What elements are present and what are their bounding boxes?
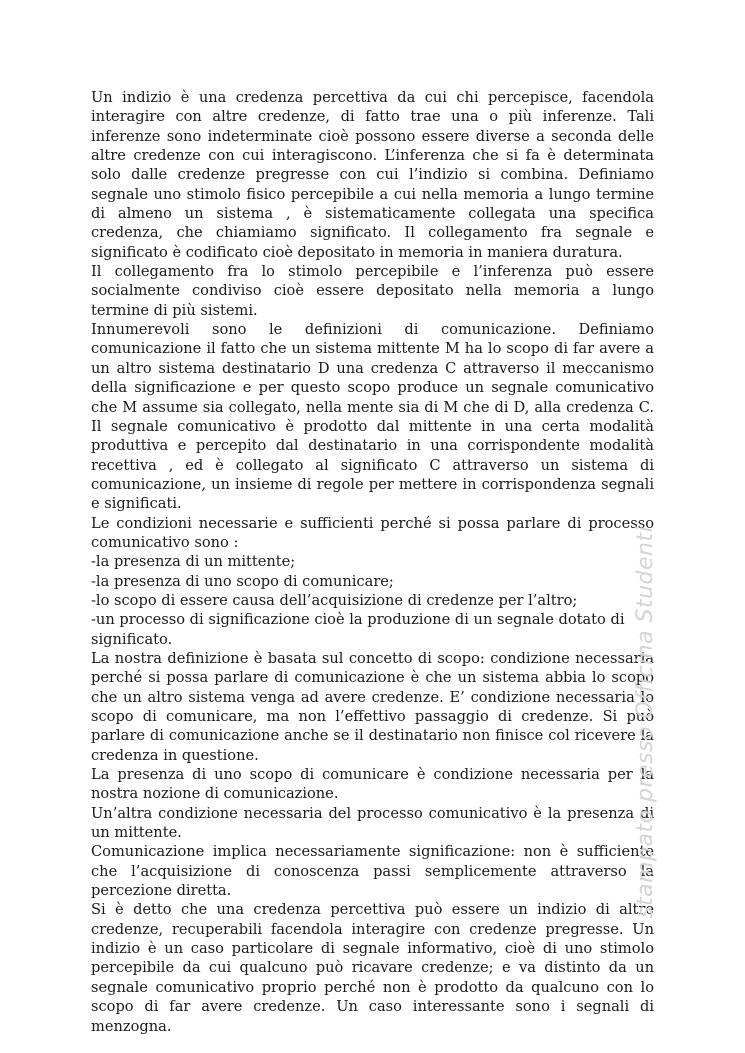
- paragraph-definizione-comunicazione: Innumerevoli sono le definizioni di comunicazione. Definiamo comunicazione il fatto che un sistema mittente M ha lo scopo di far avere a un altro sistema destinatario D una credenza C attraverso il meccanismo della significazione e per questo scopo produce un segnale comunicativo che M assume sia collegato, nella mente sia di M che di D, alla credenza C. Il segnale comunicativo è prodotto dal mittente in una certa modalità produttiva e percepito dal destinatario in una corrispondente modalità recettiva , ed è collegato al significato C attraverso un sistema di comunicazione, un insieme di regole per mettere in corrispondenza segnali e significati.: [91, 321, 654, 513]
- paragraph-indizio-segnale: Si è detto che una credenza percettiva può essere un indizio di altre credenze, recuperabili facendola interagire con credenze pregresse. Un indizio è un caso particolare di segnale informativo, cioè di uno stimolo percepibile da cui qualcuno può ricavare credenze; e va distinto da un segnale comunicativo proprio perché non è prodotto da qualcuno con lo scopo di far avere credenze. Un caso interessante sono i segnali di menzogna.: [91, 901, 654, 1035]
- paragraph-concetto-scopo: La nostra definizione è basata sul concetto di scopo: condizione necessaria perché si possa parlare di comunicazione è che un sistema abbia lo scopo che un altro sistema venga ad avere credenze. E’ condizione necessaria lo scopo di comunicare, ma non l’effettivo passaggio di credenze. Si può parlare di comunicazione anche se il destinatario non finisce col ricevere la credenza in questione.: [91, 649, 654, 764]
- paragraph-presenza-mittente: Un’altra condizione necessaria del processo comunicativo è la presenza di un mittente.: [91, 804, 654, 842]
- list-item-causa: -lo scopo di essere causa dell’acquisizione di credenze per l’altro;: [91, 591, 578, 609]
- paragraph-condizioni: Le condizioni necessarie e sufficienti perché si possa parlare di processo comunicativo sono :: [91, 514, 654, 551]
- paragraph-significazione: Comunicazione implica necessariamente significazione: non è sufficiente che l’acquisizione di conoscenza passi semplicemente attraverso la percezione diretta.: [91, 843, 654, 900]
- paragraph-collegamento: Il collegamento fra lo stimolo percepibile e l’inferenza può essere socialmente condiviso cioè essere depositato nella memoria a lungo termine di più sistemi.: [91, 263, 654, 319]
- paragraph-presenza-scopo: La presenza di uno scopo di comunicare è condizione necessaria per la nostra nozione di comunicazione.: [91, 766, 654, 803]
- list-item-significazione: -un processo di significazione cioè la produzione di un segnale dotato di significato.: [91, 611, 625, 648]
- paragraph-indizio: Un indizio è una credenza percettiva da cui chi percepisce, facendola interagire con altre credenze, di fatto trae una o più inferenze. Tali inferenze sono indeterminate cioè possono essere diverse a seconda delle altre credenze con cui interagiscono. L’inferenza che si fa è determinata solo dalle credenze pregresse con cui l’indizio si combina. Definiamo segnale uno stimolo fisico percepibile a cui nella memoria a lungo termine di almeno un sistema , è sistematicamente collegata una specifica credenza, che chiamiamo significato. Il collegamento fra segnale e significato è codificato cioè depositato in memoria in maniera duratura.: [91, 89, 654, 261]
- list-item-scopo: -la presenza di uno scopo di comunicare;: [91, 572, 394, 590]
- body-text: [91, 88, 654, 1036]
- watermark-text: stampato presso Officina Studenti: [633, 525, 658, 918]
- list-item-mittente: -la presenza di un mittente;: [91, 553, 296, 571]
